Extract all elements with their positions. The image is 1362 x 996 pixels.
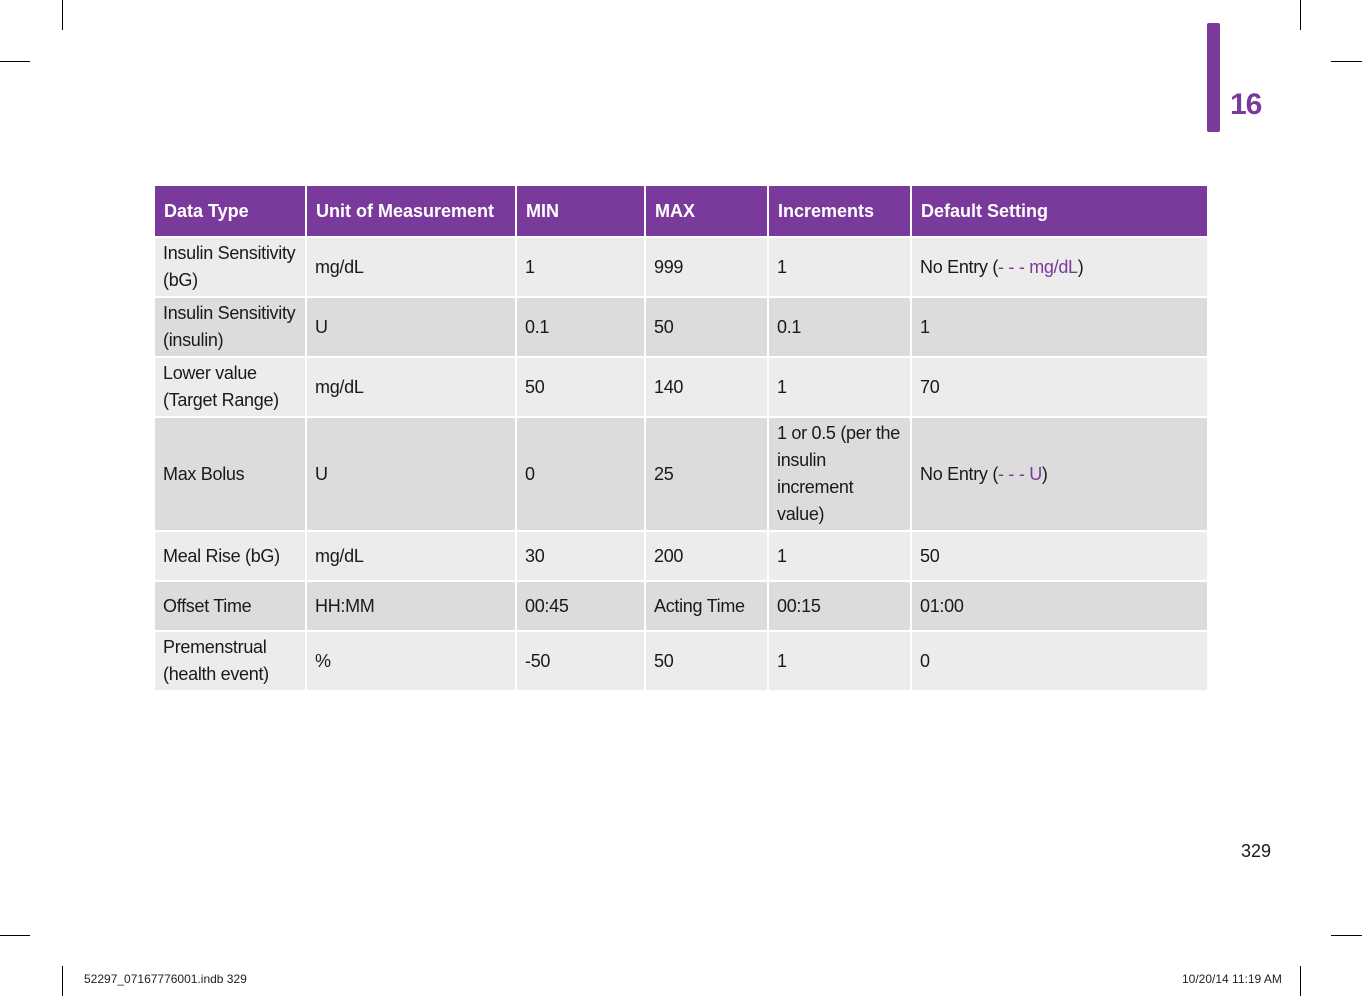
- cell-default: No Entry (- - - mg/dL): [911, 237, 1207, 297]
- cell-increments: 1: [768, 531, 911, 581]
- header-increments: Increments: [768, 186, 911, 237]
- crop-mark: [62, 966, 63, 996]
- cell-default: No Entry (- - - U): [911, 417, 1207, 531]
- cell-default: 01:00: [911, 581, 1207, 631]
- cell-data-type: Meal Rise (bG): [155, 531, 306, 581]
- table-row: [155, 417, 1207, 531]
- cell-increments: 1: [768, 237, 911, 297]
- chapter-tab: [1207, 23, 1220, 132]
- cell-min: 0: [516, 417, 645, 531]
- table-row: [155, 531, 1207, 581]
- page-number: 329: [1241, 841, 1272, 861]
- cell-data-type: Premenstrual (health event): [155, 631, 306, 690]
- cell-increments: 1 or 0.5 (per the insulin increment value): [768, 417, 911, 531]
- cell-min: 50: [516, 357, 645, 417]
- crop-mark: [1331, 935, 1362, 936]
- crop-mark: [1300, 0, 1301, 30]
- cell-max: 140: [645, 357, 768, 417]
- cell-max: 25: [645, 417, 768, 531]
- table-row: [155, 237, 1207, 297]
- cell-max: 999: [645, 237, 768, 297]
- header-min: MIN: [516, 186, 645, 237]
- cell-min: 30: [516, 531, 645, 581]
- cell-unit: %: [306, 631, 516, 690]
- cell-increments: 1: [768, 631, 911, 690]
- cell-data-type: Lower value (Target Range): [155, 357, 306, 417]
- footer-file: 52297_07167776001.indb 329: [84, 972, 247, 986]
- cell-default: 0: [911, 631, 1207, 690]
- footer-datetime: 10/20/14 11:19 AM: [1182, 972, 1282, 986]
- cell-data-type: Insulin Sensitivity (bG): [155, 237, 306, 297]
- table-header-row: [155, 186, 1207, 237]
- cell-max: 50: [645, 297, 768, 357]
- cell-max: 50: [645, 631, 768, 690]
- cell-min: 0.1: [516, 297, 645, 357]
- cell-increments: 00:15: [768, 581, 911, 631]
- cell-unit: mg/dL: [306, 531, 516, 581]
- chapter-number: 16: [1230, 88, 1262, 121]
- cell-data-type: Insulin Sensitivity (insulin): [155, 297, 306, 357]
- cell-unit: HH:MM: [306, 581, 516, 631]
- cell-max: 200: [645, 531, 768, 581]
- cell-min: 00:45: [516, 581, 645, 631]
- cell-default: 1: [911, 297, 1207, 357]
- crop-mark: [1331, 61, 1362, 62]
- cell-unit: U: [306, 297, 516, 357]
- cell-max: Acting Time: [645, 581, 768, 631]
- cell-unit: mg/dL: [306, 237, 516, 297]
- crop-mark: [1300, 966, 1301, 996]
- header-max: MAX: [645, 186, 768, 237]
- cell-unit: U: [306, 417, 516, 531]
- crop-mark: [62, 0, 63, 30]
- header-unit: Unit of Measurement: [306, 186, 516, 237]
- cell-default: 70: [911, 357, 1207, 417]
- table-row: [155, 357, 1207, 417]
- table-row: [155, 581, 1207, 631]
- header-data-type: Data Type: [155, 186, 306, 237]
- crop-mark: [0, 935, 30, 936]
- cell-data-type: Max Bolus: [155, 417, 306, 531]
- table-row: [155, 631, 1207, 690]
- cell-data-type: Offset Time: [155, 581, 306, 631]
- cell-increments: 0.1: [768, 297, 911, 357]
- cell-increments: 1: [768, 357, 911, 417]
- table-row: [155, 297, 1207, 357]
- cell-unit: mg/dL: [306, 357, 516, 417]
- settings-table: [155, 186, 1207, 690]
- header-default: Default Setting: [911, 186, 1207, 237]
- cell-min: 1: [516, 237, 645, 297]
- crop-mark: [0, 61, 30, 62]
- cell-min: -50: [516, 631, 645, 690]
- cell-default: 50: [911, 531, 1207, 581]
